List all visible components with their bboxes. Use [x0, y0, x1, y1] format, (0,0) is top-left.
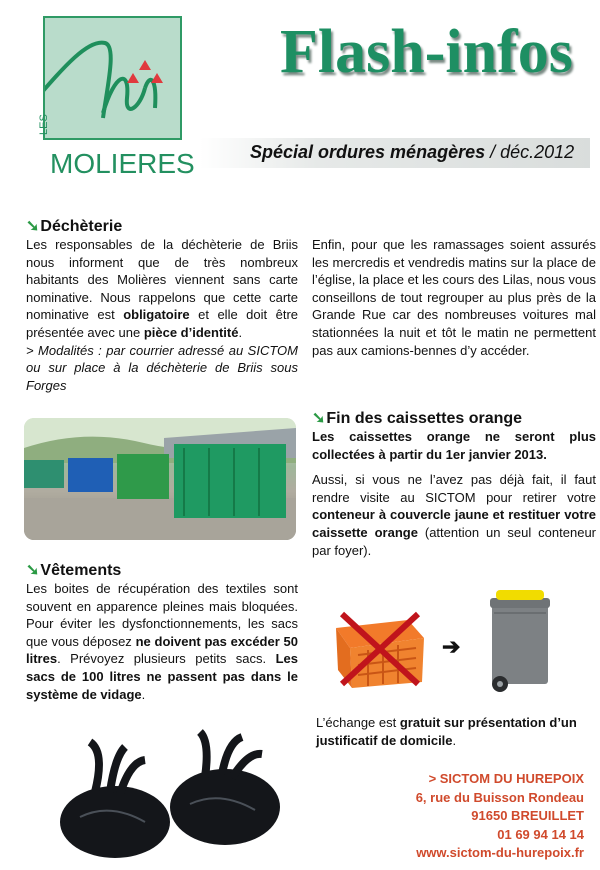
decheterie-heading-text: Déchèterie	[40, 218, 123, 235]
contact-org: > SICTOM DU HUREPOIX	[428, 771, 584, 786]
arrow-bullet-icon: ➘	[26, 562, 40, 579]
ramassage-paragraph: Enfin, pour que les ramassages soient assurés les mercredis et vendredis matins sur la place de l’église, la place et les cours des Lilas, nous vous conseillons de tout regrouper au plus près de la Grande Rue car des nombreuses voitures mal stationnées la nuit et tôt le matin ne permettent pas aux camions-bennes d’y accéder.	[312, 237, 596, 358]
page-title: Flash-infos	[280, 18, 573, 86]
right-arrow-icon: ➔	[442, 634, 461, 659]
yellow-lid-bin-icon	[480, 584, 560, 694]
subtitle-bold: Spécial ordures ménagères	[250, 142, 486, 162]
contact-website-link[interactable]: www.sictom-du-hurepoix.fr	[416, 845, 584, 860]
contact-phone: 01 69 94 14 14	[497, 826, 584, 842]
contact-block	[416, 770, 584, 863]
caissettes-section	[312, 408, 596, 559]
logo-emblem-icon	[45, 18, 180, 138]
contact-address: 6, rue du Buisson Rondeau	[415, 789, 584, 805]
contact-city: 91650 BREUILLET	[471, 808, 584, 823]
vetements-heading	[26, 560, 298, 580]
echange-section	[312, 714, 596, 749]
decheterie-section	[26, 216, 298, 394]
decheterie-paragraph: Les responsables de la déchèterie de Briis nous informent que de très nombreux habitants des Molières viennent sans carte nominative. Nous rappelons que cette carte nominative est obligatoire et elle doit être présentée avec une pièce d’identité.	[26, 237, 299, 340]
caissettes-intro: Les caissettes orange ne seront plus collectées à partir du 1er janvier 2013.	[312, 429, 596, 462]
caissettes-paragraph: Aussi, si vous ne l’avez pas déjà fait, il faut rendre visite au SICTOM pour retirer votre conteneur à couvercle jaune et restituer votre caissette orange (attention un seul conteneur par foyer).	[312, 472, 597, 558]
decheterie-heading	[26, 216, 298, 236]
decheterie-photo	[24, 418, 296, 540]
logo	[43, 16, 182, 140]
arrow-bullet-icon: ➘	[312, 410, 326, 427]
caissettes-heading	[312, 408, 596, 428]
crossed-crate-icon	[328, 600, 428, 690]
arrow-bullet-icon: ➘	[26, 218, 40, 235]
logo-name-text: MOLIERES	[50, 148, 195, 179]
logo-les-text: LES	[38, 114, 50, 135]
garbage-bag-icon	[50, 722, 290, 862]
ramassage-section	[312, 236, 596, 359]
vetements-paragraph: Les boites de récupération des textiles sont souvent en apparence pleines mais bloquées. Pour éviter les dysfonctionnements, les sacs que vous déposez ne doivent pas excéder 50 litres. Prévoyez plusieurs petits sacs. Les sacs de 100 litres ne passent pas dans le système de vidage.	[26, 581, 299, 702]
caissettes-heading-text: Fin des caissettes orange	[326, 410, 523, 427]
subtitle-date: / déc.2012	[485, 142, 575, 162]
vetements-section	[26, 560, 298, 703]
containers-illustration	[24, 418, 296, 540]
garbage-bags-image	[50, 722, 290, 862]
page-subtitle	[250, 142, 574, 163]
decheterie-note: > Modalités : par courrier adressé au SICTOM ou sur place à la déchèterie de Briis sous Forges	[26, 342, 298, 393]
vetements-heading-text: Vêtements	[40, 562, 122, 579]
echange-paragraph: L’échange est gratuit sur présentation d’un justificatif de domicile.	[316, 715, 577, 748]
